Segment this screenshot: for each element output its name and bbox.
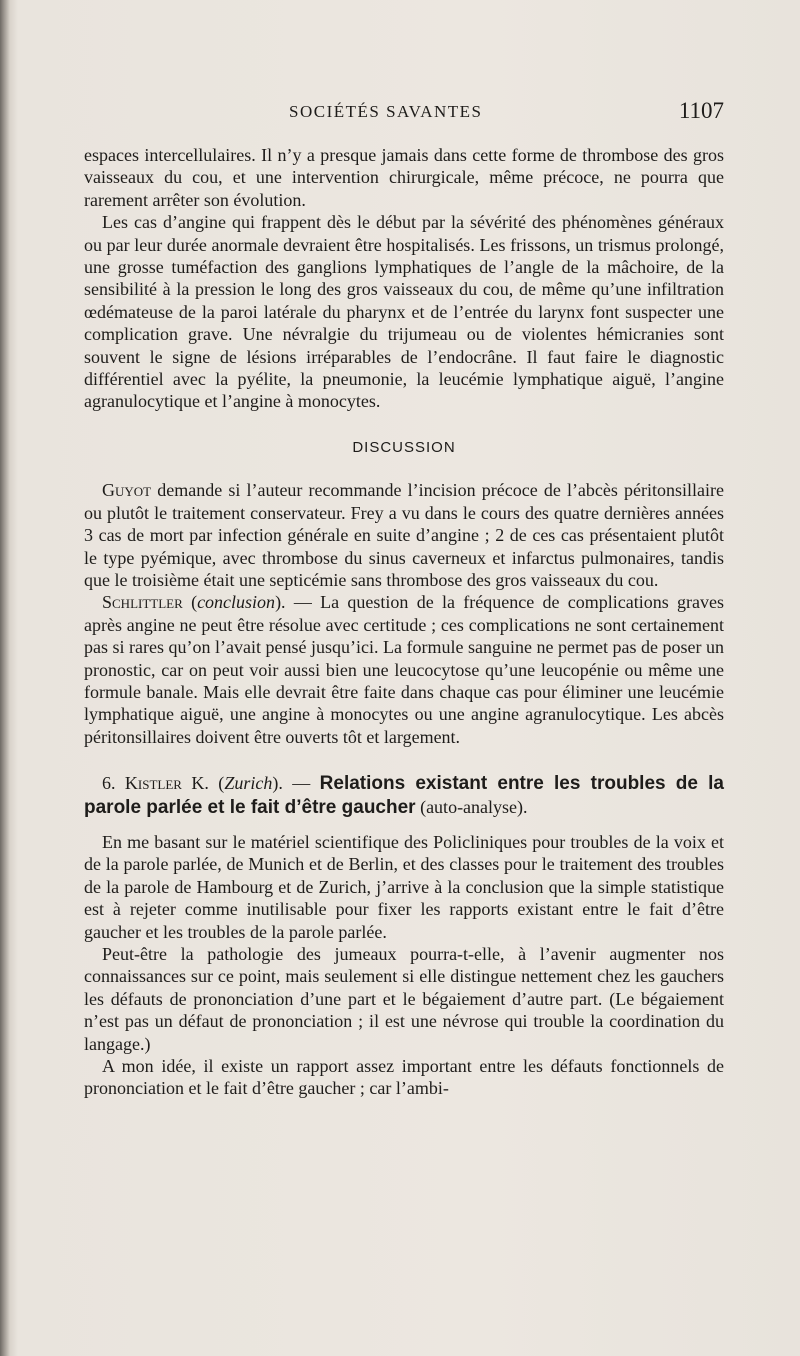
author-kistler: Kistler K. xyxy=(124,773,209,794)
section-gap xyxy=(84,748,724,772)
article-6-paragraph-3: A mon idée, il existe un rapport assez important entre les défauts fonctionnels de prononciation et le fait d’être gaucher ; car l’ambi- xyxy=(84,1056,724,1099)
discussion-heading: DISCUSSION xyxy=(352,438,456,456)
article-6-paragraph-1: En me basant sur le matériel scientifique des Policliniques pour troubles de la voix et de la parole parlée, de Munich et de Berlin, et des classes pour le traitement des troubles de la parole de Hambourg et de Zurich, j’arrive à la conclusion que la simple statistique est à rejeter comme inutilisable pour fixer les rapports existant entre le fait d’être gaucher et les troubles de la parole parlée. xyxy=(84,831,724,942)
schlittler-open: ( xyxy=(182,592,198,613)
article-6-heading xyxy=(84,772,724,819)
city-open: ( xyxy=(208,773,225,794)
page-number: 1107 xyxy=(678,98,724,123)
schlittler-conclusion: conclusion xyxy=(197,592,276,613)
article-number: 6. xyxy=(102,773,125,794)
paragraph-schlittler xyxy=(84,591,724,748)
paragraph-clinical-signs: Les cas d’angine qui frappent dès le début par la sévérité des phénomènes généraux ou par leur durée anormale devraient être hospitalisés. Les frissons, un trismus prolongé, une grosse tuméfaction des ganglions lymphatiques de l’angle de la mâchoire, de la sensibilité à la pression le long des gros vaisseaux du cou, de même qu’une infiltration œdémateuse de la paroi latérale du pharynx et de l’entrée du larynx font suspecter une complication grave. Une névralgie du trijumeau ou de violentes hémicranies sont souvent le signe de lésions irréparables de l’endocrâne. Il faut faire le diagnostic différentiel avec la pyélite, la pneumonie, la leucémie lymphatique aiguë, l’angine agranulocytique et l’angine à monocytes. xyxy=(84,212,724,412)
article-subtitle: (auto-analyse). xyxy=(415,796,528,817)
running-title: SOCIÉTÉS SAVANTES xyxy=(289,102,483,121)
author-schlittler: Schlittler xyxy=(102,592,183,613)
guyot-text: demande si l’auteur recommande l’incision précoce de l’abcès péritonsillaire ou plutôt le traitement conservateur. Frey a vu dans le cours des quatre dernières années 3 cas de mort par infection générale en suite d’angine ; 2 de ces cas présentaient plutôt le type pyémique, avec thrombose du sinus caverneux et infarctus pulmonaires, tandis que le troisième était une septicémie sans thrombose des gros vaisseaux du cou. xyxy=(84,480,724,590)
article-6-paragraph-2: Peut-être la pathologie des jumeaux pourra-t-elle, à l’avenir augmenter nos connaissances sur ce point, mais seulement si elle distingue nettement chez les gauchers les défauts de prononciation d’une part et le bégaiement d’autre part. (Le bégaiement n’est pas un défaut de prononciation ; il est une névrose qui trouble la coordination du langage.) xyxy=(84,944,724,1054)
article-city: Zurich xyxy=(224,773,273,794)
schlittler-close: ). — xyxy=(275,592,321,613)
author-guyot: Guyot xyxy=(102,480,152,501)
running-head xyxy=(84,98,724,130)
paragraph-gap xyxy=(84,819,724,831)
body-text xyxy=(84,144,724,1100)
schlittler-text: La question de la fréquence de complications graves après angine ne peut être résolue avec certitude ; ces complications ne sont certainement pas si rares qu’on l’avait pensé jusqu’ici. La formule sanguine ne permet pas de poser un pronostic, car on peut voir aussi bien une leucocytose qu’une leucopénie ou même une formule banale. Mais elle devrait être faite dans chaque cas pour éliminer une leucémie lymphatique aiguë, une angine à monocytes ou une angine agranulocytique. Les abcès péritonsillaires doivent être ouverts tôt et largement. xyxy=(84,592,724,747)
city-close: ). — xyxy=(272,773,320,794)
paragraph-guyot xyxy=(84,479,724,591)
paragraph-continued: espaces intercellulaires. Il n’y a presque jamais dans cette forme de thrombose des gros vaisseaux du cou, et une intervention chirurgicale, même précoce, ne pourra que rarement arrêter son évolution. xyxy=(84,145,724,210)
article-title: Relations existant entre les troubles de la parole parlée et le fait d’être gaucher xyxy=(84,773,724,818)
